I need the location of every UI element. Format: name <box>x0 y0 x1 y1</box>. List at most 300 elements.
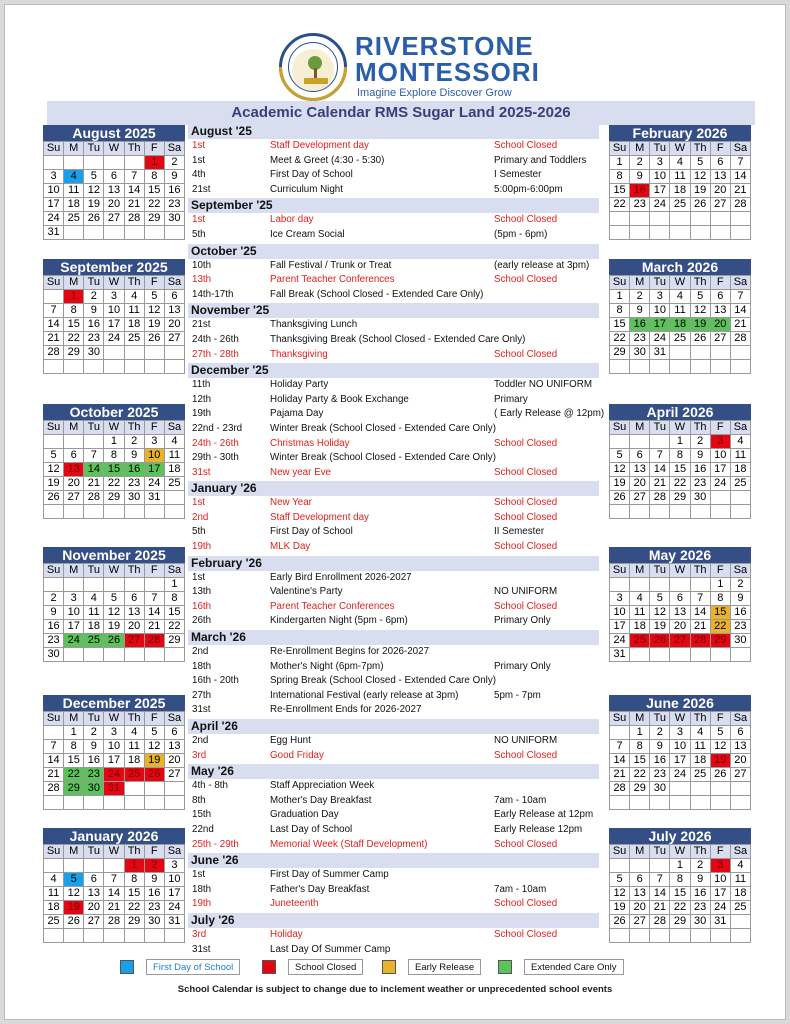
event-row <box>188 466 599 481</box>
calendar-day: 7 <box>144 592 164 606</box>
calendar-empty-cell <box>690 360 710 374</box>
weekday-header: Th <box>690 421 710 435</box>
event-title: Parent Teacher Conferences <box>270 600 395 612</box>
calendar-day: 2 <box>84 726 104 740</box>
calendar-day: 27 <box>630 491 650 505</box>
calendar-day: 25 <box>84 634 104 648</box>
calendar-empty-cell <box>124 226 144 240</box>
brand-tagline: Imagine Explore Discover Grow <box>357 87 512 99</box>
calendar-empty-cell <box>84 435 104 449</box>
event-month-header: November '25 <box>188 303 599 318</box>
weekday-header: W <box>670 142 690 156</box>
calendar-day: 8 <box>610 170 630 184</box>
calendar-day: 8 <box>670 449 690 463</box>
calendar-day: 6 <box>104 170 124 184</box>
calendar-day: 3 <box>710 435 730 449</box>
calendar-day: 1 <box>64 290 84 304</box>
calendar-day: 2 <box>44 592 64 606</box>
weekday-header: Th <box>124 421 144 435</box>
calendar-day: 25 <box>124 768 144 782</box>
calendar-day: 24 <box>650 332 670 346</box>
calendar-empty-cell <box>630 360 650 374</box>
calendar-day: 17 <box>650 184 670 198</box>
calendar-day: 19 <box>650 620 670 634</box>
calendar-day: 5 <box>650 592 670 606</box>
calendar-day: 18 <box>84 620 104 634</box>
event-title: Labor day <box>270 214 314 226</box>
event-date: 15th <box>192 809 212 821</box>
calendar-empty-cell <box>84 360 104 374</box>
weekday-header: M <box>630 421 650 435</box>
calendar-empty-cell <box>690 796 710 810</box>
calendar-empty-cell <box>670 578 690 592</box>
calendar-empty-cell <box>144 346 164 360</box>
calendar-day: 16 <box>630 318 650 332</box>
calendar-day: 15 <box>64 318 84 332</box>
event-note: Primary and Toddlers <box>494 154 587 166</box>
calendar-day: 22 <box>710 620 730 634</box>
calendar-day: 27 <box>124 634 144 648</box>
event-date: 3rd <box>192 928 207 940</box>
calendar-empty-cell <box>124 648 144 662</box>
calendar-day: 11 <box>670 304 690 318</box>
weekday-header: W <box>104 142 124 156</box>
calendar-day: 12 <box>690 304 710 318</box>
calendar-day: 17 <box>44 198 64 212</box>
weekday-header: Tu <box>84 564 104 578</box>
calendar-empty-cell <box>610 212 630 226</box>
calendar-day: 24 <box>670 768 690 782</box>
weekday-header: Sa <box>730 845 750 859</box>
calendar-day: 4 <box>730 435 750 449</box>
weekday-header: Th <box>690 276 710 290</box>
calendar-empty-cell <box>44 360 64 374</box>
calendar-day: 11 <box>164 449 184 463</box>
calendar-day: 12 <box>610 463 630 477</box>
event-note: 5:00pm-6:00pm <box>494 183 563 195</box>
calendar-day: 8 <box>670 873 690 887</box>
calendar-day: 19 <box>610 477 630 491</box>
event-title: Memorial Week (Staff Development) <box>270 838 428 850</box>
calendar-empty-cell <box>670 226 690 240</box>
calendar-day: 10 <box>104 740 124 754</box>
calendar-day: 5 <box>690 290 710 304</box>
event-row <box>188 348 599 363</box>
weekday-header: Su <box>610 845 630 859</box>
event-title: Winter Break (School Closed - Extended Care Only) <box>270 422 496 434</box>
calendar-day: 15 <box>610 184 630 198</box>
event-row <box>188 585 599 600</box>
calendar-empty-cell <box>630 929 650 943</box>
event-note: School Closed <box>494 600 558 612</box>
weekday-header: Tu <box>84 845 104 859</box>
weekday-header: W <box>104 712 124 726</box>
calendar-day: 16 <box>44 620 64 634</box>
calendar-empty-cell <box>610 435 630 449</box>
calendar-day: 22 <box>64 768 84 782</box>
calendar-empty-cell <box>144 505 164 519</box>
calendar-day: 26 <box>690 198 710 212</box>
event-date: 31st <box>192 704 211 716</box>
calendar-day: 26 <box>610 915 630 929</box>
event-note: School Closed <box>494 838 558 850</box>
calendar-day: 31 <box>144 491 164 505</box>
event-title: Staff Development day <box>270 511 369 523</box>
event-note: School Closed <box>494 214 558 226</box>
calendar-empty-cell <box>64 648 84 662</box>
event-title: Father's Day Breakfast <box>270 883 370 895</box>
calendar-day: 22 <box>144 198 164 212</box>
event-date: 19th <box>192 898 212 910</box>
calendar-day: 14 <box>104 887 124 901</box>
calendar-day: 5 <box>610 449 630 463</box>
legend <box>120 959 640 977</box>
weekday-header: M <box>630 142 650 156</box>
calendar-day: 12 <box>84 184 104 198</box>
calendar-day: 28 <box>650 491 670 505</box>
calendar-day: 18 <box>44 901 64 915</box>
calendar-empty-cell <box>710 360 730 374</box>
calendar-day: 3 <box>64 592 84 606</box>
calendar-empty-cell <box>104 578 124 592</box>
event-row <box>188 228 599 243</box>
calendar-day: 20 <box>104 198 124 212</box>
event-date: 13th <box>192 274 212 286</box>
calendar-day: 21 <box>730 184 750 198</box>
calendar-empty-cell <box>650 505 670 519</box>
weekday-header: F <box>144 712 164 726</box>
calendar-empty-cell <box>670 505 690 519</box>
calendar-empty-cell <box>650 212 670 226</box>
calendar-day: 1 <box>670 435 690 449</box>
event-date: 5th <box>192 526 206 538</box>
calendar-day: 24 <box>164 901 184 915</box>
calendar-empty-cell <box>64 360 84 374</box>
calendar-day: 12 <box>64 887 84 901</box>
calendar-day: 21 <box>610 768 630 782</box>
calendar-day: 8 <box>164 592 184 606</box>
event-note: School Closed <box>494 928 558 940</box>
calendar-day: 6 <box>630 873 650 887</box>
weekday-header: Sa <box>730 142 750 156</box>
calendar-empty-cell <box>124 346 144 360</box>
calendar-day: 16 <box>690 887 710 901</box>
calendar-day: 30 <box>144 915 164 929</box>
calendar-empty-cell <box>164 346 184 360</box>
event-row <box>188 407 605 422</box>
mini-calendar <box>43 547 185 662</box>
event-title: Re-Enrollment Begins for 2026-2027 <box>270 646 430 658</box>
calendar-empty-cell <box>610 796 630 810</box>
calendar-day: 2 <box>730 578 750 592</box>
calendar-empty-cell <box>730 226 750 240</box>
weekday-header: Th <box>124 564 144 578</box>
calendar-day: 17 <box>710 887 730 901</box>
calendar-day: 11 <box>670 170 690 184</box>
event-title: Winter Break (School Closed - Extended Care Only) <box>270 452 496 464</box>
weekday-header: Th <box>690 845 710 859</box>
calendar-day: 12 <box>44 463 64 477</box>
calendar-day: 29 <box>64 782 84 796</box>
calendar-day: 23 <box>84 768 104 782</box>
calendar-day: 19 <box>64 901 84 915</box>
calendar-day: 16 <box>144 887 164 901</box>
weekday-header: F <box>144 421 164 435</box>
event-date: 21st <box>192 319 211 331</box>
calendar-day: 24 <box>710 901 730 915</box>
calendar-empty-cell <box>730 491 750 505</box>
event-note: I Semester <box>494 169 542 181</box>
event-note: 7am - 10am <box>494 794 547 806</box>
event-date: 10th <box>192 259 212 271</box>
calendar-day: 18 <box>690 754 710 768</box>
calendar-day: 30 <box>730 634 750 648</box>
calendar-empty-cell <box>710 796 730 810</box>
calendar-month-title: October 2025 <box>43 404 185 420</box>
calendar-day: 20 <box>710 318 730 332</box>
calendar-empty-cell <box>690 648 710 662</box>
weekday-header: Tu <box>650 712 670 726</box>
calendar-day: 20 <box>164 754 184 768</box>
event-row <box>188 823 599 838</box>
weekday-header: Su <box>610 276 630 290</box>
weekday-header: F <box>710 421 730 435</box>
weekday-header: Su <box>610 421 630 435</box>
weekday-header: M <box>630 712 650 726</box>
calendar-empty-cell <box>44 156 64 170</box>
calendar-day: 13 <box>710 170 730 184</box>
calendar-day: 23 <box>730 620 750 634</box>
calendar-day: 16 <box>124 463 144 477</box>
event-month-header: January '26 <box>188 481 599 496</box>
calendar-day: 30 <box>630 346 650 360</box>
calendar-day: 7 <box>730 290 750 304</box>
calendar-day: 2 <box>690 859 710 873</box>
weekday-header: Th <box>690 712 710 726</box>
calendar-empty-cell <box>144 796 164 810</box>
calendar-day: 25 <box>690 768 710 782</box>
weekday-header: Sa <box>730 276 750 290</box>
calendar-day: 4 <box>124 290 144 304</box>
calendar-day: 21 <box>650 901 670 915</box>
calendar-day: 14 <box>44 754 64 768</box>
calendar-empty-cell <box>164 226 184 240</box>
calendar-day: 15 <box>710 606 730 620</box>
weekday-header: M <box>64 845 84 859</box>
event-date: 22nd - 23rd <box>192 422 243 434</box>
event-note: School Closed <box>494 274 558 286</box>
event-title: First Day of School <box>270 526 353 538</box>
calendar-day: 29 <box>164 634 184 648</box>
calendar-day: 17 <box>144 463 164 477</box>
event-row <box>188 571 599 586</box>
calendar-day: 5 <box>610 873 630 887</box>
event-title: Re-Enrollment Ends for 2026-2027 <box>270 704 422 716</box>
weekday-header: Tu <box>84 421 104 435</box>
weekday-header: W <box>104 276 124 290</box>
calendar-day: 3 <box>650 156 670 170</box>
event-note: School Closed <box>494 348 558 360</box>
calendar-day: 2 <box>144 859 164 873</box>
calendar-day: 12 <box>144 304 164 318</box>
calendar-day: 31 <box>710 915 730 929</box>
calendar-day: 6 <box>124 592 144 606</box>
event-date: 19th <box>192 541 212 553</box>
event-date: 1st <box>192 869 206 881</box>
event-title: First Day of School <box>270 169 353 181</box>
calendar-day: 4 <box>64 170 84 184</box>
calendar-day: 25 <box>730 901 750 915</box>
event-row <box>188 422 599 437</box>
calendar-day: 10 <box>144 449 164 463</box>
event-title: Thanksgiving <box>270 348 328 360</box>
event-row <box>188 614 599 629</box>
calendar-day: 20 <box>164 318 184 332</box>
calendar-empty-cell <box>710 226 730 240</box>
calendar-day: 17 <box>650 318 670 332</box>
calendar-day: 14 <box>650 887 670 901</box>
calendar-day: 13 <box>164 304 184 318</box>
calendar-empty-cell <box>690 782 710 796</box>
calendar-empty-cell <box>144 578 164 592</box>
mini-calendar <box>43 404 185 519</box>
calendar-day: 1 <box>630 726 650 740</box>
calendar-day: 8 <box>124 873 144 887</box>
calendar-day: 21 <box>124 198 144 212</box>
calendar-day: 28 <box>44 782 64 796</box>
event-title: Meet & Greet (4:30 - 5:30) <box>270 154 385 166</box>
calendar-day: 14 <box>124 184 144 198</box>
weekday-header: F <box>710 142 730 156</box>
event-note: (early release at 3pm) <box>494 259 590 271</box>
event-title: Valentine's Party <box>270 586 343 598</box>
calendar-day: 10 <box>104 304 124 318</box>
calendar-day: 13 <box>124 606 144 620</box>
calendar-day: 15 <box>64 754 84 768</box>
calendar-day: 13 <box>730 740 750 754</box>
calendar-day: 1 <box>610 290 630 304</box>
calendar-day: 15 <box>104 463 124 477</box>
calendar-day: 1 <box>610 156 630 170</box>
calendar-day: 11 <box>64 184 84 198</box>
calendar-day: 16 <box>630 184 650 198</box>
calendar-day: 6 <box>64 449 84 463</box>
event-note: II Semester <box>494 526 545 538</box>
calendar-day: 22 <box>670 901 690 915</box>
weekday-header: M <box>64 712 84 726</box>
calendar-day: 29 <box>710 634 730 648</box>
calendar-empty-cell <box>630 648 650 662</box>
calendar-day: 3 <box>144 435 164 449</box>
calendar-day: 29 <box>610 346 630 360</box>
calendar-day: 13 <box>670 606 690 620</box>
weekday-header: Tu <box>650 564 670 578</box>
calendar-day: 13 <box>84 887 104 901</box>
calendar-empty-cell <box>164 360 184 374</box>
event-row <box>188 183 599 198</box>
calendar-day: 29 <box>630 782 650 796</box>
weekday-header: W <box>104 421 124 435</box>
calendar-day: 7 <box>44 740 64 754</box>
calendar-day: 24 <box>104 332 124 346</box>
calendar-day: 20 <box>730 754 750 768</box>
event-title: Holiday <box>270 928 303 940</box>
calendar-empty-cell <box>630 226 650 240</box>
calendar-empty-cell <box>710 648 730 662</box>
calendar-day: 31 <box>104 782 124 796</box>
weekday-header: M <box>630 845 650 859</box>
calendar-day: 6 <box>164 290 184 304</box>
calendar-day: 23 <box>630 198 650 212</box>
calendar-day: 20 <box>630 901 650 915</box>
calendar-empty-cell <box>144 360 164 374</box>
calendar-day: 19 <box>144 754 164 768</box>
calendar-empty-cell <box>630 435 650 449</box>
calendar-empty-cell <box>610 859 630 873</box>
calendar-empty-cell <box>84 648 104 662</box>
calendar-day: 25 <box>164 477 184 491</box>
event-row <box>188 451 599 466</box>
calendar-day: 28 <box>730 332 750 346</box>
brand-line-2: MONTESSORI <box>355 57 540 87</box>
calendar-day: 18 <box>730 463 750 477</box>
event-date: 1st <box>192 497 206 509</box>
calendar-day: 15 <box>670 887 690 901</box>
calendar-day: 3 <box>650 290 670 304</box>
calendar-day: 31 <box>650 346 670 360</box>
calendar-empty-cell <box>104 156 124 170</box>
calendar-day: 21 <box>84 477 104 491</box>
calendar-day: 1 <box>144 156 164 170</box>
calendar-day: 17 <box>670 754 690 768</box>
calendar-day: 18 <box>670 318 690 332</box>
event-title: Holiday Party <box>270 379 329 391</box>
calendar-empty-cell <box>104 929 124 943</box>
calendar-day: 1 <box>64 726 84 740</box>
event-row <box>188 838 599 853</box>
calendar-day: 19 <box>104 620 124 634</box>
mini-calendar <box>43 695 185 810</box>
calendar-empty-cell <box>670 346 690 360</box>
calendar-month-title: March 2026 <box>609 259 751 275</box>
calendar-day: 25 <box>630 634 650 648</box>
calendar-day: 25 <box>730 477 750 491</box>
calendar-month-title: August 2025 <box>43 125 185 141</box>
calendar-day: 22 <box>164 620 184 634</box>
calendar-empty-cell <box>710 782 730 796</box>
calendar-day: 19 <box>144 318 164 332</box>
event-note: School Closed <box>494 898 558 910</box>
calendar-day: 17 <box>104 754 124 768</box>
calendar-day: 24 <box>710 477 730 491</box>
event-title: Kindergarten Night (5pm - 6pm) <box>270 615 408 627</box>
event-note: ( Early Release @ 12pm) <box>494 408 605 420</box>
calendar-day: 8 <box>144 170 164 184</box>
event-date: 27th - 28th <box>192 348 239 360</box>
calendar-day: 24 <box>44 212 64 226</box>
calendar-day: 30 <box>690 491 710 505</box>
event-row <box>188 883 599 898</box>
calendar-day: 3 <box>104 726 124 740</box>
event-date: 24th - 26th <box>192 333 239 345</box>
calendar-empty-cell <box>124 782 144 796</box>
calendar-day: 4 <box>630 592 650 606</box>
event-date: 18th <box>192 660 212 672</box>
calendar-day: 23 <box>84 332 104 346</box>
calendar-day: 27 <box>84 915 104 929</box>
event-note: Early Release 12pm <box>494 823 583 835</box>
event-title: Mother's Day Breakfast <box>270 794 372 806</box>
